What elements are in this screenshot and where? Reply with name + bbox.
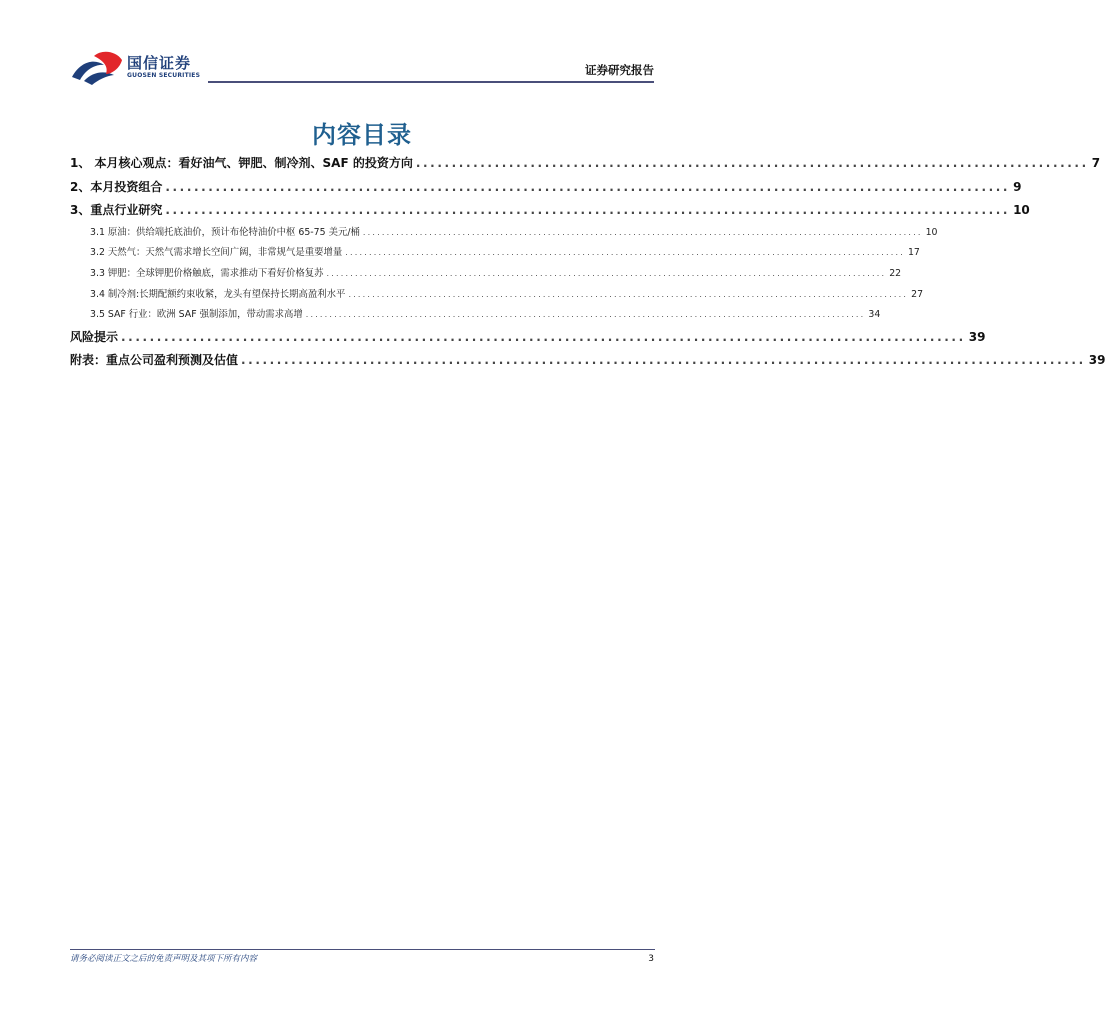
- toc-entry-page: 17: [907, 247, 920, 259]
- toc-subentry[interactable]: [70, 264, 902, 285]
- toc-leader-dots: ......................................................................................................................: [121, 329, 966, 344]
- toc-leader-dots: ......................................................................................................................: [345, 248, 905, 258]
- toc-subentry[interactable]: [70, 305, 881, 326]
- guosen-logo: [70, 50, 210, 86]
- toc-entry[interactable]: [70, 152, 1101, 176]
- report-type-label: 证券研究报告: [585, 63, 654, 77]
- toc-entry-page: 7: [1091, 156, 1101, 170]
- toc-entry-page: 39: [1088, 353, 1105, 368]
- toc-leader-dots: ......................................................................................................................: [348, 289, 909, 299]
- toc-entry-page: 39: [968, 329, 986, 344]
- logo-english-name: GUOSEN SECURITIES: [127, 72, 201, 79]
- toc-leader-dots: ......................................................................................................................: [165, 179, 1011, 194]
- toc-entry-label: 3、重点行业研究: [70, 203, 163, 218]
- toc-entry-label: 3.3 钾肥：全球钾肥价格触底，需求推动下看好价格复苏: [90, 267, 324, 279]
- disclaimer-text: 请务必阅读正文之后的免责声明及其项下所有内容: [70, 954, 258, 964]
- footer-divider: [70, 949, 655, 950]
- toc-entry-page: 10: [1013, 203, 1030, 218]
- toc-entry-label: 3.5 SAF 行业：欧洲 SAF 强制添加，带动需求高增: [90, 309, 303, 321]
- toc-entry-label: 附表：重点公司盈利预测及估值: [70, 353, 239, 368]
- toc-leader-dots: ......................................................................................................................: [165, 203, 1011, 218]
- page-title: 内容目录: [312, 121, 412, 149]
- header-divider: [208, 81, 654, 83]
- page-number: 3: [648, 954, 654, 964]
- toc-entry[interactable]: [70, 176, 1022, 200]
- toc-entry-page: 9: [1013, 179, 1022, 194]
- logo-chinese-name: 国信证券: [127, 54, 192, 72]
- toc-entry-label: 风险提示: [70, 329, 119, 344]
- toc-entry[interactable]: [70, 349, 1105, 373]
- toc-entry-label: 3.2 天然气：天然气需求增长空间广阔，非常规气是重要增量: [90, 247, 343, 259]
- toc-entry[interactable]: [70, 199, 1030, 223]
- toc-subentry[interactable]: [70, 285, 924, 306]
- page-header: [0, 0, 724, 90]
- toc-entry[interactable]: [70, 326, 986, 350]
- toc-entry-label: 1、 本月核心观点：看好油气、钾肥、制冷剂、SAF 的投资方向: [70, 156, 413, 170]
- toc-leader-dots: ......................................................................................................................: [326, 268, 887, 278]
- toc-entry-page: 34: [868, 309, 881, 321]
- toc-subentry[interactable]: [70, 223, 938, 244]
- toc-entry-label: 3.1 原油：供给端托底油价，预计布伦特油价中枢 65-75 美元/桶: [90, 226, 360, 238]
- toc-entry-label: 3.4 制冷剂:长期配额约束收紧，龙头有望保持长期高盈利水平: [90, 288, 346, 300]
- guosen-logo-icon: [70, 50, 126, 86]
- toc-entry-page: 27: [911, 288, 924, 300]
- toc-leader-dots: ......................................................................................................................: [305, 310, 866, 320]
- toc-leader-dots: ......................................................................................................................: [241, 353, 1086, 368]
- toc-entry-page: 22: [889, 267, 902, 279]
- toc-subentry[interactable]: [70, 243, 920, 264]
- table-of-contents: [70, 152, 1105, 373]
- toc-entry-page: 10: [925, 226, 938, 238]
- toc-entry-label: 2、本月投资组合: [70, 179, 163, 194]
- toc-leader-dots: ..............................................................................................: [415, 156, 1089, 170]
- toc-leader-dots: ......................................................................................................................: [362, 227, 923, 237]
